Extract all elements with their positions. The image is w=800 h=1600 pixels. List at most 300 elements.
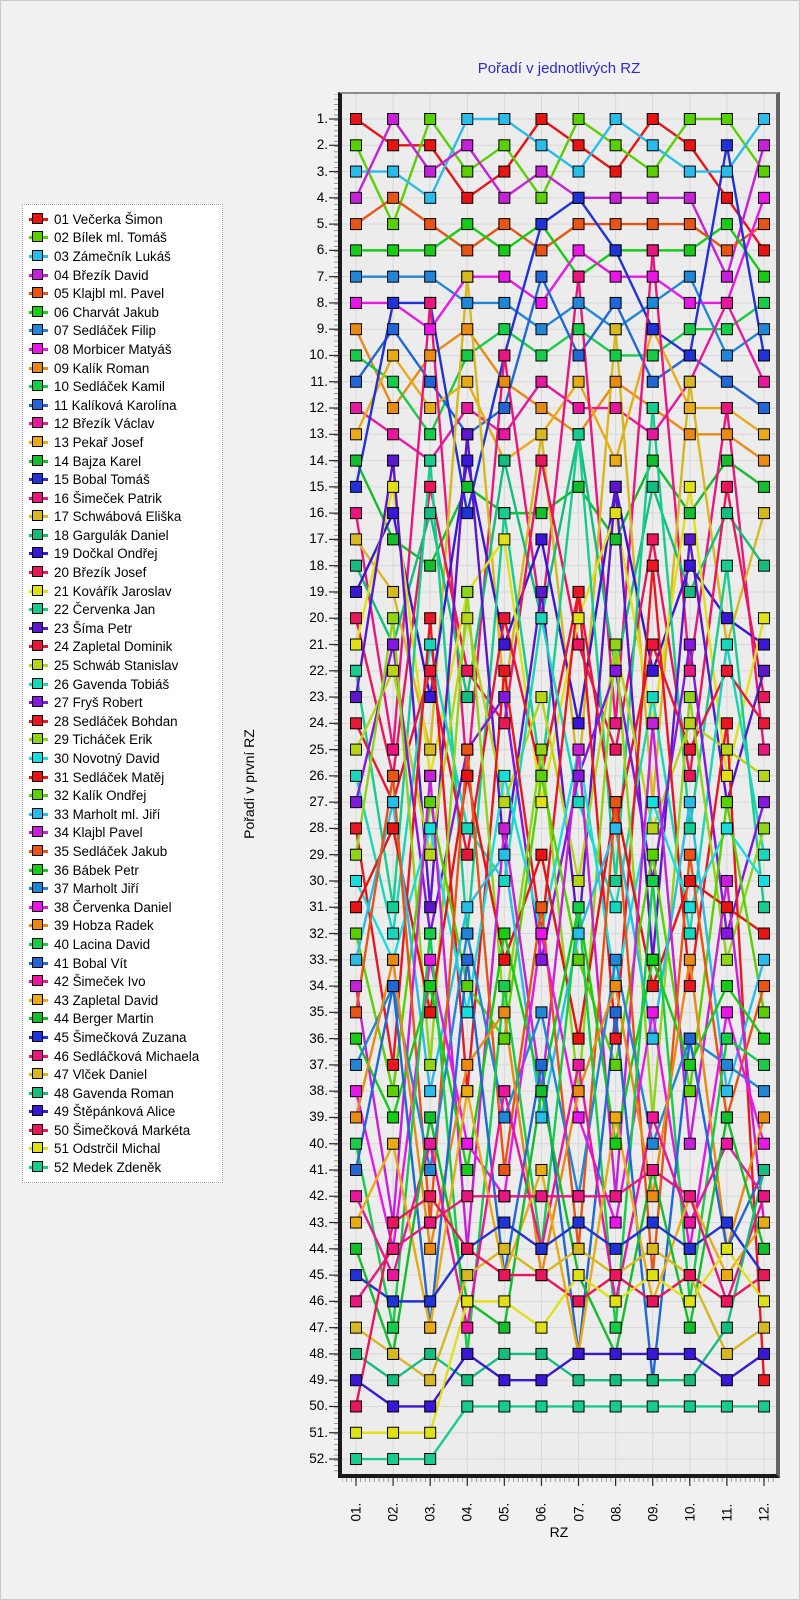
legend-item — [29, 563, 222, 582]
legend-item — [29, 582, 222, 601]
series-marker — [536, 245, 547, 256]
x-tick-label: 09. — [645, 1502, 661, 1522]
series-marker — [536, 1270, 547, 1281]
series-marker — [425, 455, 436, 466]
series-marker — [721, 718, 732, 729]
legend-item — [29, 396, 222, 415]
chart-title: Pořadí v jednotlivých RZ — [477, 60, 641, 77]
series-marker — [684, 586, 695, 597]
legend-item — [29, 526, 222, 545]
y-tick-label: 11. — [310, 373, 328, 389]
series-marker — [758, 770, 769, 781]
legend-item — [29, 991, 222, 1010]
series-marker — [647, 954, 658, 965]
series-marker — [573, 770, 584, 781]
y-tick-label: 22. — [309, 662, 328, 678]
series-marker — [499, 166, 510, 177]
series-marker — [647, 1243, 658, 1254]
series-marker — [684, 508, 695, 519]
series-marker — [388, 376, 399, 387]
series-marker — [351, 114, 362, 125]
series-marker — [573, 1348, 584, 1359]
series-marker — [647, 403, 658, 414]
series-marker — [573, 1217, 584, 1228]
y-tick-label: 38. — [309, 1083, 328, 1099]
series-marker — [536, 429, 547, 440]
y-tick-label: 12. — [309, 400, 328, 416]
series-marker — [684, 1270, 695, 1281]
series-marker — [758, 692, 769, 703]
series-marker — [499, 1086, 510, 1097]
series-marker — [684, 875, 695, 886]
series-marker — [573, 797, 584, 808]
series-marker — [758, 403, 769, 414]
y-axis-title: Pořadí v první RZ — [241, 729, 257, 839]
series-marker — [351, 823, 362, 834]
series-line — [356, 1249, 764, 1433]
series-marker — [758, 1033, 769, 1044]
series-marker — [388, 1059, 399, 1070]
y-tick-label: 41. — [309, 1162, 328, 1177]
series-marker — [573, 1191, 584, 1202]
legend-item-label: 38 Červenka Daniel — [54, 899, 172, 915]
series-marker-icon — [29, 1012, 48, 1025]
legend-item-label: 05 Klajbl ml. Pavel — [54, 286, 165, 302]
legend-item — [29, 470, 222, 489]
series-marker — [536, 744, 547, 755]
series-marker — [462, 981, 473, 992]
series-marker — [758, 954, 769, 965]
y-tick-label: 13. — [309, 426, 328, 442]
legend-item-label: 31 Sedláček Matěj — [54, 769, 165, 785]
series-marker — [536, 350, 547, 361]
series-marker — [721, 403, 732, 414]
series-marker — [721, 744, 732, 755]
series-marker — [351, 1059, 362, 1070]
series-marker — [758, 665, 769, 676]
x-axis-title: RZ — [549, 1524, 569, 1540]
series-marker-icon — [29, 1161, 48, 1174]
series-marker — [721, 981, 732, 992]
series-marker-icon — [29, 213, 48, 226]
series-marker — [758, 140, 769, 151]
y-tick-label: 25. — [309, 741, 328, 757]
series-marker — [610, 1059, 621, 1070]
legend-item-label: 22 Červenka Jan — [54, 602, 156, 618]
series-marker — [425, 1138, 436, 1149]
series-marker — [462, 219, 473, 230]
series-marker — [351, 140, 362, 151]
series-marker-icon — [29, 529, 48, 542]
legend-item — [29, 1158, 222, 1177]
series-marker — [499, 1112, 510, 1123]
series-marker-icon — [29, 473, 48, 486]
series-marker — [721, 297, 732, 308]
y-tick-label: 48. — [309, 1345, 328, 1361]
legend-item — [29, 656, 222, 675]
series-marker — [425, 797, 436, 808]
series-marker — [425, 429, 436, 440]
series-marker — [425, 1454, 436, 1465]
series-marker — [721, 560, 732, 571]
legend-item — [29, 1084, 222, 1103]
series-marker — [684, 718, 695, 729]
series-marker — [684, 1375, 695, 1386]
series-marker — [758, 560, 769, 571]
legend-item — [29, 842, 222, 861]
series-marker — [351, 1322, 362, 1333]
y-tick-label: 26. — [309, 767, 328, 783]
series-marker — [536, 297, 547, 308]
series-marker — [351, 797, 362, 808]
series-marker — [425, 1427, 436, 1438]
series-marker — [573, 114, 584, 125]
legend-item-label: 27 Fryš Robert — [54, 695, 143, 711]
x-tick-label: 07. — [571, 1502, 587, 1522]
series-marker — [758, 875, 769, 886]
legend-item-label: 24 Zapletal Dominik — [54, 639, 173, 655]
y-tick-label: 20. — [309, 610, 328, 626]
series-marker — [499, 639, 510, 650]
series-marker — [573, 902, 584, 913]
y-tick-label: 4. — [316, 189, 328, 205]
series-marker — [388, 1243, 399, 1254]
series-marker-icon — [29, 882, 48, 895]
series-marker — [351, 297, 362, 308]
series-marker — [684, 429, 695, 440]
y-tick-label: 16. — [309, 505, 328, 521]
series-marker — [425, 744, 436, 755]
series-marker — [425, 954, 436, 965]
series-marker — [499, 324, 510, 335]
series-marker — [573, 166, 584, 177]
series-marker — [499, 455, 510, 466]
series-marker — [499, 1191, 510, 1202]
series-marker — [647, 271, 658, 282]
series-marker — [721, 770, 732, 781]
y-tick-label: 35. — [309, 1004, 328, 1020]
legend-item — [29, 824, 222, 843]
series-marker — [647, 981, 658, 992]
series-marker — [536, 1348, 547, 1359]
series-marker — [425, 1401, 436, 1412]
series-marker — [425, 1296, 436, 1307]
series-marker — [684, 481, 695, 492]
series-marker-icon — [29, 306, 48, 319]
series-marker — [684, 245, 695, 256]
series-marker — [573, 1086, 584, 1097]
x-axis-ticks — [342, 1478, 776, 1492]
series-marker — [499, 376, 510, 387]
legend-item — [29, 935, 222, 954]
series-marker — [610, 1348, 621, 1359]
series-marker — [388, 1427, 399, 1438]
series-marker — [462, 403, 473, 414]
series-marker — [610, 1375, 621, 1386]
series-marker — [684, 297, 695, 308]
series-marker — [499, 297, 510, 308]
series-marker — [758, 1086, 769, 1097]
series-marker-icon — [29, 343, 48, 356]
series-marker — [610, 665, 621, 676]
legend-item — [29, 415, 222, 434]
series-marker-icon — [29, 845, 48, 858]
series-marker-icon — [29, 1105, 48, 1118]
y-tick-label: 49. — [309, 1372, 328, 1388]
series-marker — [351, 403, 362, 414]
series-marker — [536, 1375, 547, 1386]
legend-item-label: 04 Březík David — [54, 267, 149, 283]
y-tick-label: 15. — [309, 478, 328, 494]
legend-item-label: 28 Sedláček Bohdan — [54, 713, 178, 729]
series-marker — [647, 455, 658, 466]
series-marker — [721, 219, 732, 230]
series-marker — [684, 1322, 695, 1333]
series-marker-icon — [29, 771, 48, 784]
y-tick-label: 44. — [309, 1240, 328, 1256]
series-marker — [610, 1296, 621, 1307]
series-marker — [758, 350, 769, 361]
series-marker — [721, 613, 732, 624]
series-marker — [647, 1348, 658, 1359]
series-marker — [684, 1217, 695, 1228]
series-marker — [499, 875, 510, 886]
legend-item-label: 10 Sedláček Kamil — [54, 379, 165, 395]
series-marker — [573, 954, 584, 965]
series-marker — [610, 1401, 621, 1412]
series-marker — [573, 1243, 584, 1254]
x-tick-label: 11. — [719, 1503, 735, 1522]
series-marker-icon — [29, 733, 48, 746]
series-marker — [610, 403, 621, 414]
series-marker-icon — [29, 808, 48, 821]
series-marker — [610, 744, 621, 755]
legend-item — [29, 1140, 222, 1159]
series-marker-icon — [29, 436, 48, 449]
series-marker — [499, 1007, 510, 1018]
series-marker — [425, 849, 436, 860]
series-marker — [647, 823, 658, 834]
series-marker — [610, 1007, 621, 1018]
legend-item — [29, 638, 222, 657]
series-marker — [573, 1270, 584, 1281]
series-marker — [462, 1138, 473, 1149]
series-marker — [721, 324, 732, 335]
legend-item — [29, 452, 222, 471]
series-marker — [536, 1086, 547, 1097]
series-marker — [388, 981, 399, 992]
legend-item-label: 23 Šíma Petr — [54, 620, 133, 636]
legend-item-label: 21 Kovářík Jaroslav — [54, 583, 172, 599]
y-tick-label: 18. — [309, 557, 328, 573]
series-marker — [647, 1401, 658, 1412]
series-marker — [684, 797, 695, 808]
y-tick-label: 2. — [316, 137, 328, 153]
series-marker — [499, 797, 510, 808]
series-marker — [351, 1270, 362, 1281]
legend-item — [29, 861, 222, 880]
series-marker — [647, 639, 658, 650]
series-marker — [721, 1217, 732, 1228]
series-marker — [721, 1270, 732, 1281]
series-marker — [647, 692, 658, 703]
series-marker — [462, 1059, 473, 1070]
series-marker-icon — [29, 603, 48, 616]
series-marker — [573, 192, 584, 203]
series-marker — [758, 1270, 769, 1281]
series-marker — [388, 1322, 399, 1333]
y-tick-label: 24. — [309, 715, 328, 731]
series-marker — [388, 823, 399, 834]
legend-item-label: 36 Bábek Petr — [54, 862, 139, 878]
series-marker — [462, 1375, 473, 1386]
series-marker — [721, 1112, 732, 1123]
series-marker — [758, 1059, 769, 1070]
legend-item-label: 40 Lacina David — [54, 936, 151, 952]
y-tick-label: 7. — [316, 268, 328, 284]
series-marker — [351, 1375, 362, 1386]
series-marker-icon — [29, 1142, 48, 1155]
series-marker — [684, 1296, 695, 1307]
series-marker — [721, 954, 732, 965]
series-marker-icon — [29, 789, 48, 802]
series-marker — [351, 271, 362, 282]
series-marker — [721, 481, 732, 492]
series-line — [356, 303, 764, 434]
y-tick-label: 29. — [309, 846, 328, 862]
series-marker — [721, 376, 732, 387]
legend-item — [29, 972, 222, 991]
series-marker — [610, 481, 621, 492]
legend-item — [29, 600, 222, 619]
series-marker — [721, 1138, 732, 1149]
legend-item — [29, 805, 222, 824]
series-marker-icon — [29, 585, 48, 598]
series-marker — [462, 114, 473, 125]
series-marker — [647, 849, 658, 860]
series-marker — [610, 797, 621, 808]
legend-item — [29, 266, 222, 285]
series-marker — [388, 271, 399, 282]
series-marker — [388, 1138, 399, 1149]
series-marker — [647, 140, 658, 151]
series-marker — [462, 324, 473, 335]
series-marker-icon — [29, 696, 48, 709]
series-marker — [536, 166, 547, 177]
series-marker — [499, 1401, 510, 1412]
series-marker — [647, 219, 658, 230]
series-marker — [351, 1138, 362, 1149]
series-marker — [462, 586, 473, 597]
series-marker — [758, 613, 769, 624]
series-marker — [499, 508, 510, 519]
series-marker — [351, 166, 362, 177]
series-marker — [610, 455, 621, 466]
series-marker — [573, 429, 584, 440]
series-marker — [425, 140, 436, 151]
series-marker-icon — [29, 269, 48, 282]
series-marker-icon — [29, 752, 48, 765]
y-tick-label: 52. — [309, 1451, 328, 1467]
y-tick-label: 31. — [309, 899, 328, 915]
series-marker — [684, 350, 695, 361]
y-tick-label: 36. — [309, 1030, 328, 1046]
series-marker — [425, 1243, 436, 1254]
series-marker — [684, 665, 695, 676]
series-marker — [388, 324, 399, 335]
series-marker — [351, 1454, 362, 1465]
series-marker — [425, 823, 436, 834]
series-marker — [425, 1059, 436, 1070]
series-marker-icon — [29, 678, 48, 691]
legend-item-label: 02 Bílek ml. Tomáš — [54, 230, 167, 246]
series-marker — [351, 350, 362, 361]
series-marker — [462, 823, 473, 834]
series-marker — [536, 455, 547, 466]
series-marker-icon — [29, 659, 48, 672]
series-marker — [610, 271, 621, 282]
series-marker — [462, 744, 473, 755]
series-marker — [388, 1296, 399, 1307]
x-tick-label: 02. — [385, 1502, 401, 1522]
legend-item-label: 19 Dočkal Ondřej — [54, 546, 158, 562]
series-marker — [758, 1165, 769, 1176]
y-tick-label: 3. — [316, 163, 328, 179]
series-marker — [536, 324, 547, 335]
series-marker — [388, 166, 399, 177]
series-marker-icon — [29, 492, 48, 505]
series-marker — [499, 849, 510, 860]
series-marker — [499, 1375, 510, 1386]
series-marker — [721, 639, 732, 650]
series-marker — [536, 219, 547, 230]
series-marker — [351, 508, 362, 519]
legend-item-label: 18 Gargulák Daniel — [54, 527, 169, 543]
series-marker — [425, 297, 436, 308]
series-marker — [351, 981, 362, 992]
y-tick-label: 32. — [309, 925, 328, 941]
series-marker — [351, 376, 362, 387]
series-marker — [536, 271, 547, 282]
series-marker — [388, 297, 399, 308]
series-marker — [536, 403, 547, 414]
series-marker — [721, 1033, 732, 1044]
legend-item — [29, 359, 222, 378]
series-marker — [425, 271, 436, 282]
legend-item-label: 47 Vlček Daniel — [54, 1067, 148, 1083]
series-marker — [758, 928, 769, 939]
series-marker-icon — [29, 826, 48, 839]
y-tick-label: 34. — [309, 978, 328, 994]
legend-item-label: 49 Štěpánková Alice — [54, 1104, 176, 1120]
series-marker — [536, 114, 547, 125]
x-tick-label: 08. — [608, 1502, 624, 1522]
series-marker — [647, 797, 658, 808]
y-tick-label: 1. — [316, 111, 328, 126]
series-marker — [499, 665, 510, 676]
series-marker — [536, 1007, 547, 1018]
series-marker — [388, 219, 399, 230]
series-marker — [351, 744, 362, 755]
series-marker — [647, 1217, 658, 1228]
legend-item — [29, 675, 222, 694]
legend-item-label: 15 Bobal Tomáš — [54, 472, 150, 488]
series-marker — [351, 481, 362, 492]
series-marker — [758, 219, 769, 230]
series-marker — [721, 140, 732, 151]
series-marker — [758, 192, 769, 203]
y-tick-label: 8. — [316, 294, 328, 310]
